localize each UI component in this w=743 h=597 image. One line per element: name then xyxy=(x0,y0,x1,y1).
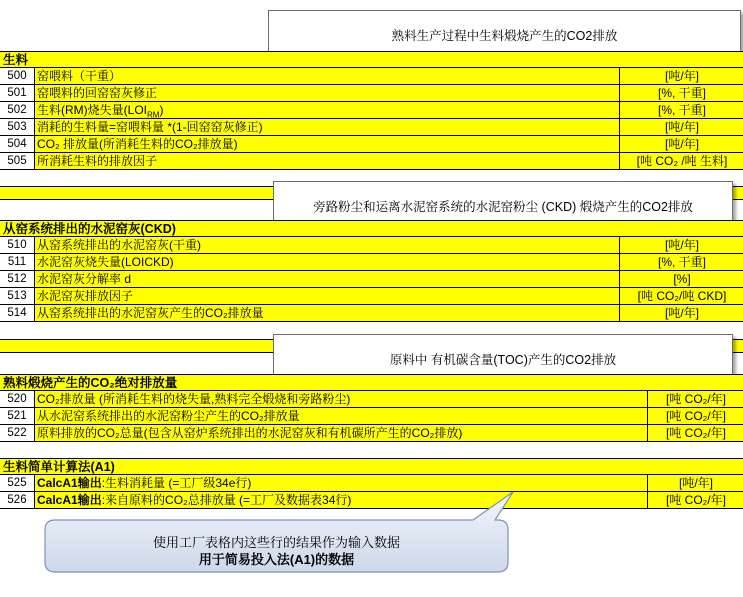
ckd-callout-text: 旁路粉尘和运离水泥窑系统的水泥窑粉尘 (CKD) 煅烧产生的CO2排放 xyxy=(313,200,693,214)
raw-meal-callout-text: 熟料生产过程中生料煅烧产生的CO2排放 xyxy=(391,29,618,43)
row-number: 514 xyxy=(0,305,35,321)
table-row xyxy=(0,153,743,170)
row-description xyxy=(37,305,264,321)
row-unit: [吨 CO₂/年] xyxy=(647,391,743,407)
row-number: 502 xyxy=(0,102,35,118)
row-description xyxy=(37,119,263,135)
row-description xyxy=(37,408,300,424)
table-row xyxy=(0,305,743,322)
toc-callout-text: 原料中 有机碳含量(TOC)产生的CO2排放 xyxy=(389,353,617,367)
bubble-text xyxy=(45,534,508,568)
row-description-text: 原料排放的CO₂总量(包含从窑炉系统排出的水泥窑灰和有机碳所产生的CO₂排放) xyxy=(37,426,463,440)
row-unit: [%] xyxy=(619,271,743,287)
row-number: 525 xyxy=(0,475,35,491)
row-description-text: 所消耗生料的排放因子 xyxy=(37,154,158,168)
row-description xyxy=(37,288,133,304)
row-description-text: 消耗的生料量=窑喂料量 *(1-回窑窑灰修正) xyxy=(37,120,263,134)
table-row xyxy=(0,237,743,254)
table-row xyxy=(0,136,743,153)
row-number: 513 xyxy=(0,288,35,304)
row-description-text: CO₂ 排放量(所消耗生料的CO₂排放量) xyxy=(37,137,238,151)
row-number: 510 xyxy=(0,237,35,253)
row-unit: [吨 CO₂/吨 CKD] xyxy=(619,288,743,304)
row-number: 526 xyxy=(0,492,35,508)
section-simple-title: 生料简单计算法(A1) xyxy=(3,460,115,474)
row-description-text: CO₂排放量 (所消耗生料的烧失量,熟料完全煅烧和旁路粉尘) xyxy=(37,392,351,406)
row-number: 501 xyxy=(0,85,35,101)
row-description xyxy=(37,271,131,287)
row-number: 500 xyxy=(0,68,35,84)
row-description xyxy=(37,425,462,441)
section-absolute-emission xyxy=(0,374,743,391)
table-row xyxy=(0,254,743,271)
row-description-bold: CalcA1输出 xyxy=(37,476,102,490)
table-row xyxy=(0,119,743,136)
row-number: 522 xyxy=(0,425,35,441)
row-description-text: :生料消耗量 (=工厂级34e行) xyxy=(101,476,252,490)
section-raw-meal-title: 生料 xyxy=(3,53,29,67)
row-number: 512 xyxy=(0,271,35,287)
section-simple-method xyxy=(0,458,743,475)
row-unit: [吨 CO₂/年] xyxy=(647,492,743,508)
row-description-text: :来自原料的CO₂总排放量 (=工厂及数据表34行) xyxy=(101,493,352,507)
row-number: 505 xyxy=(0,153,35,169)
row-unit: [吨/年] xyxy=(619,305,743,321)
row-description-tail: ) xyxy=(159,103,164,117)
row-description xyxy=(37,85,157,101)
row-unit: [吨 CO₂/年] xyxy=(647,408,743,424)
row-description xyxy=(37,391,350,407)
row-number: 521 xyxy=(0,408,35,424)
row-unit: [吨/年] xyxy=(619,136,743,152)
row-description-text: 水泥窑灰排放因子 xyxy=(37,289,134,303)
row-number: 503 xyxy=(0,119,35,135)
row-description-text: 水泥窑灰分解率 d xyxy=(37,272,132,286)
row-unit: [%, 干重] xyxy=(619,85,743,101)
row-description xyxy=(37,136,238,152)
row-number: 511 xyxy=(0,254,35,270)
row-unit: [吨/年] xyxy=(619,237,743,253)
row-description-text: 水泥窑灰烧失量(LOICKD) xyxy=(37,255,174,269)
bubble-line-1: 使用工厂表格内这些行的结果作为输入数据 xyxy=(152,535,400,550)
section-absolute-title: 熟料煅烧产生的CO₂绝对排放量 xyxy=(3,376,178,390)
row-unit: [%, 干重] xyxy=(619,102,743,118)
note-bubble xyxy=(43,490,563,580)
table-row xyxy=(0,85,743,102)
row-description-text: 窑喂料的回窑窑灰修正 xyxy=(37,86,158,100)
row-description xyxy=(37,475,251,491)
section-ckd-title: 从窑系统排出的水泥窑灰(CKD) xyxy=(3,222,176,236)
row-number: 520 xyxy=(0,391,35,407)
row-description xyxy=(37,68,121,84)
row-description xyxy=(37,153,157,169)
row-unit: [吨/年] xyxy=(619,119,743,135)
row-description-subscript: RM xyxy=(147,110,160,120)
table-row xyxy=(0,102,743,119)
table-row xyxy=(0,271,743,288)
section-raw-meal xyxy=(0,51,743,68)
row-description-text: 从窑系统排出的水泥窑灰产生的CO₂排放量 xyxy=(37,306,264,320)
row-unit: [吨 CO₂/年] xyxy=(647,425,743,441)
table-row xyxy=(0,408,743,425)
row-unit: [吨 CO₂ /吨 生料] xyxy=(619,153,743,169)
row-number: 504 xyxy=(0,136,35,152)
row-unit: [%, 干重] xyxy=(619,254,743,270)
row-description-text: 生料(RM)烧失量(LOI xyxy=(37,103,147,117)
row-unit: [吨/年] xyxy=(647,475,743,491)
section-ckd xyxy=(0,220,743,237)
row-description-text: 从水泥窑系统排出的水泥窑粉尘产生的CO₂排放量 xyxy=(37,409,300,423)
row-description-text: 窑喂料（干重） xyxy=(37,69,122,83)
table-row xyxy=(0,391,743,408)
row-description-bold: CalcA1输出 xyxy=(37,493,102,507)
row-description-text: 从窑系统排出的水泥窑灰(干重) xyxy=(37,238,201,252)
row-description xyxy=(37,254,174,270)
row-unit: [吨/年] xyxy=(619,68,743,84)
bubble-line-2: 用于简易投入法(A1)的数据 xyxy=(198,552,355,567)
row-description xyxy=(37,237,201,253)
table-row xyxy=(0,425,743,442)
table-row xyxy=(0,288,743,305)
table-row xyxy=(0,68,743,85)
